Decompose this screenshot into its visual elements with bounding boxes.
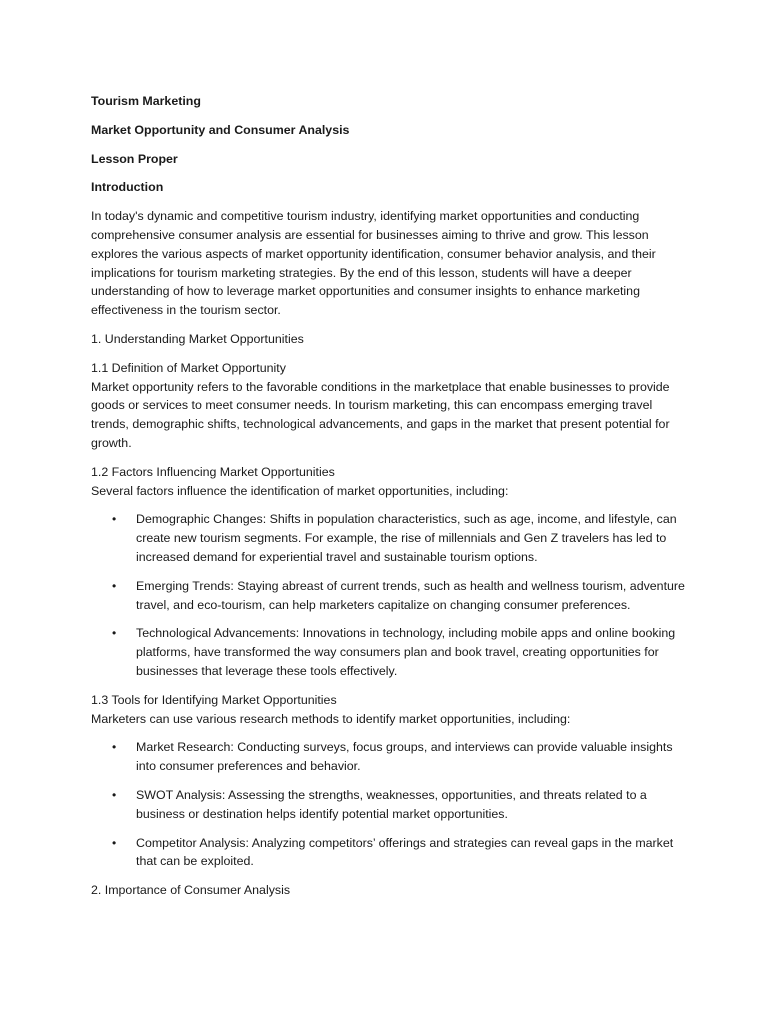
section1-2-heading: 1.2 Factors Influencing Market Opportunities <box>91 464 335 479</box>
bullet-icon: • <box>112 740 117 755</box>
document-page <box>91 92 691 910</box>
list-item-text: Demographic Changes: Shifts in population characteristics, such as age, income, and lifestyle, can create new tourism segments. For example, the rise of millennials and Gen Z travelers has led to increased demand for experiential travel and sustainable tourism options. <box>136 512 677 564</box>
bullet-icon: • <box>112 512 117 527</box>
list-item-text: Emerging Trends: Staying abreast of current trends, such as health and wellness tourism, adventure travel, and eco-tourism, can help marketers capitalize on changing consumer preferences. <box>136 578 685 612</box>
section1-2-bullet-list <box>91 510 691 680</box>
bullet-icon: • <box>112 578 117 593</box>
intro-heading: Introduction <box>91 180 164 195</box>
section1-3-block <box>91 691 691 729</box>
section1-2-body: Several factors influence the identification of market opportunities, including: <box>91 483 509 498</box>
section1-1-heading: 1.1 Definition of Market Opportunity <box>91 360 286 375</box>
section1-3-body: Marketers can use various research methods to identify market opportunities, including: <box>91 711 571 726</box>
document-title: Tourism Marketing <box>91 94 201 108</box>
section1-2-block <box>91 463 691 501</box>
list-item <box>91 786 691 824</box>
section1-3-bullet-list <box>91 738 691 871</box>
list-item <box>91 834 691 872</box>
section1-3-heading: 1.3 Tools for Identifying Market Opportunities <box>91 692 337 707</box>
list-item <box>91 510 691 566</box>
document-subtitle: Market Opportunity and Consumer Analysis <box>91 122 350 137</box>
lesson-label: Lesson Proper <box>91 151 178 166</box>
bullet-icon: • <box>112 787 117 802</box>
section1-1-body: Market opportunity refers to the favorable conditions in the marketplace that enable businesses to provide goods or services to meet consumer needs. In tourism marketing, this can encompass emerging travel trends, demographic shifts, technological advancements, and gaps in the market that present potential for growth. <box>91 379 670 450</box>
bullet-icon: • <box>112 626 117 641</box>
section1-1-block <box>91 359 691 453</box>
list-item-text: Technological Advancements: Innovations in technology, including mobile apps and online booking platforms, have transformed the way consumers plan and book travel, creating opportunities for businesses that leverage these tools effectively. <box>136 626 676 678</box>
list-item-text: Market Research: Conducting surveys, focus groups, and interviews can provide valuable insights into consumer preferences and behavior. <box>136 740 673 774</box>
list-item <box>91 624 691 680</box>
section2-heading: 2. Importance of Consumer Analysis <box>91 883 291 898</box>
list-item <box>91 577 691 615</box>
list-item-text: SWOT Analysis: Assessing the strengths, weaknesses, opportunities, and threats related to a business or destination helps identify potential market opportunities. <box>136 787 647 821</box>
intro-paragraph: In today's dynamic and competitive tourism industry, identifying market opportunities and conducting comprehensive consumer analysis are essential for businesses aiming to thrive and grow. This lesson explores the various aspects of market opportunity identification, consumer behavior analysis, and their implications for tourism marketing strategies. By the end of this lesson, students will have a deeper understanding of how to leverage market opportunities and consumer insights to enhance marketing effectiveness in the tourism sector. <box>91 209 656 318</box>
list-item-text: Competitor Analysis: Analyzing competitors’ offerings and strategies can reveal gaps in the market that can be exploited. <box>136 835 674 869</box>
bullet-icon: • <box>112 835 117 850</box>
list-item <box>91 738 691 776</box>
section1-heading: 1. Understanding Market Opportunities <box>91 331 304 346</box>
